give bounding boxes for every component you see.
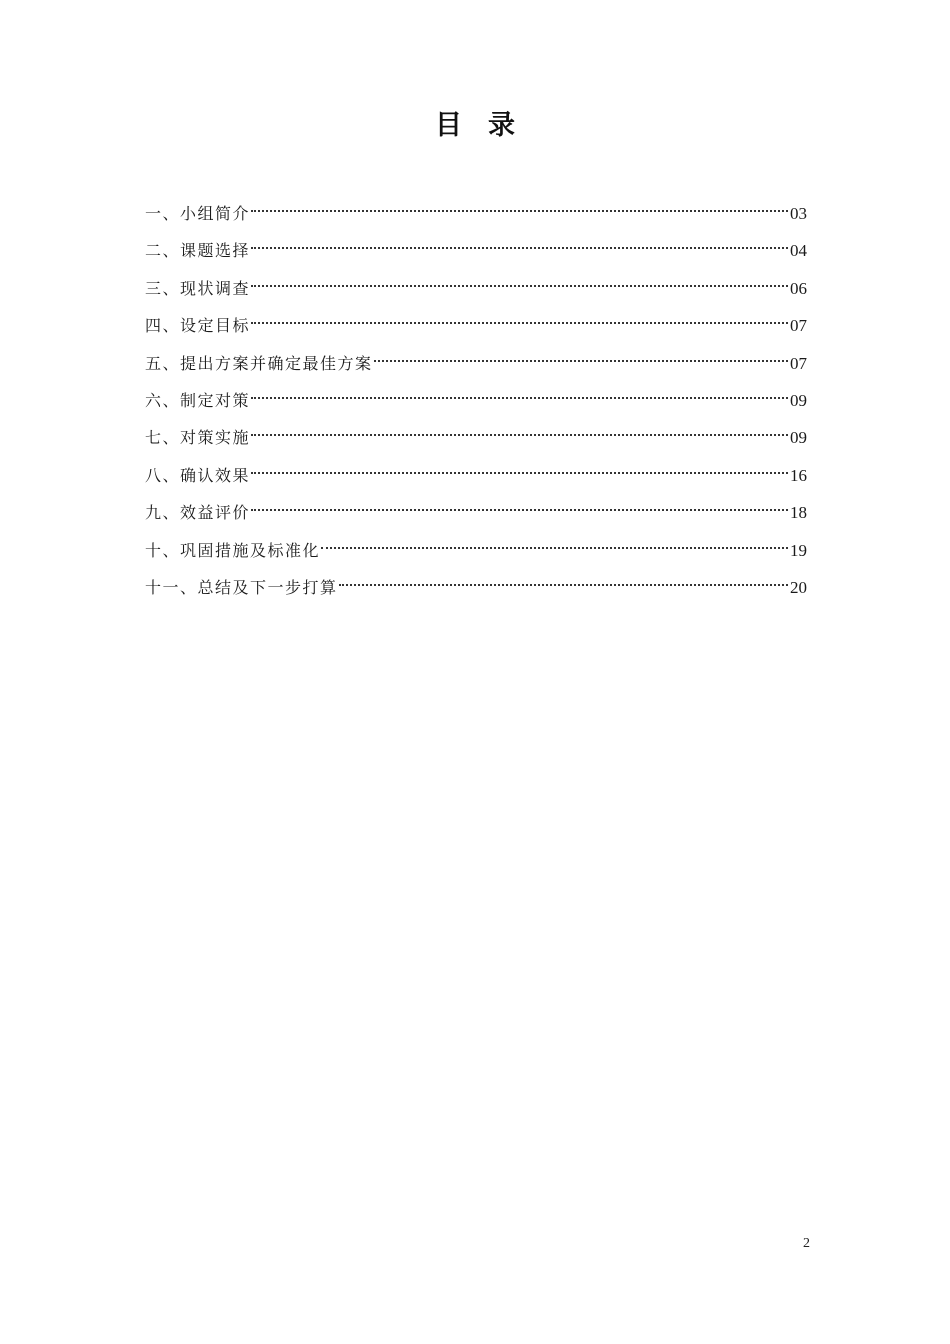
page-number: 2 (803, 1236, 810, 1251)
toc-entry-label: 七、对策实施 (145, 428, 251, 448)
toc-entry-label: 四、设定目标 (145, 316, 251, 336)
toc-entry[interactable] (145, 382, 807, 419)
toc-leader-dots (339, 584, 788, 586)
toc-entry-page: 20 (790, 577, 807, 597)
toc-entry-page: 09 (790, 390, 807, 410)
toc-leader-dots (251, 322, 788, 324)
toc-entry-page: 06 (790, 278, 807, 298)
toc-leader-dots (374, 360, 788, 362)
toc-entry[interactable] (145, 494, 807, 531)
toc-entry[interactable] (145, 457, 807, 494)
toc-leader-dots (251, 247, 788, 249)
toc-entry-label: 十一、总结及下一步打算 (145, 577, 338, 597)
toc-leader-dots (251, 397, 788, 399)
toc-title: 目录 (435, 110, 541, 141)
toc-leader-dots (251, 210, 788, 212)
toc-entry-page: 04 (790, 241, 807, 261)
toc-entry[interactable] (145, 307, 807, 344)
toc-leader-dots (251, 434, 788, 436)
toc-entry-label: 九、效益评价 (145, 503, 251, 523)
toc-leader-dots (251, 285, 788, 287)
toc-entry[interactable] (145, 345, 807, 382)
toc-entry[interactable] (145, 270, 807, 307)
toc-entry-page: 09 (790, 428, 807, 448)
toc-entry-page: 19 (790, 540, 807, 560)
toc-entry-page: 07 (790, 353, 807, 373)
toc-entry-label: 五、提出方案并确定最佳方案 (145, 353, 373, 373)
toc-entry-label: 一、小组简介 (145, 204, 251, 223)
toc-leader-dots (251, 509, 788, 511)
toc-entry[interactable] (145, 419, 807, 456)
toc-entry-label: 六、制定对策 (145, 390, 251, 410)
toc-entry-label: 八、确认效果 (145, 465, 251, 485)
toc-entry-label: 十、巩固措施及标准化 (145, 540, 321, 560)
toc-entry[interactable] (145, 569, 807, 606)
toc-list (145, 195, 807, 606)
toc-leader-dots (251, 472, 788, 474)
toc-entry[interactable] (145, 532, 807, 569)
toc-entry[interactable] (145, 195, 807, 232)
toc-entry-page: 03 (790, 204, 807, 223)
toc-entry-label: 二、课题选择 (145, 241, 251, 261)
toc-entry-page: 07 (790, 316, 807, 336)
toc-leader-dots (321, 547, 788, 549)
toc-entry-page: 18 (790, 503, 807, 523)
toc-entry[interactable] (145, 232, 807, 269)
toc-entry-page: 16 (790, 465, 807, 485)
toc-entry-label: 三、现状调查 (145, 278, 251, 298)
